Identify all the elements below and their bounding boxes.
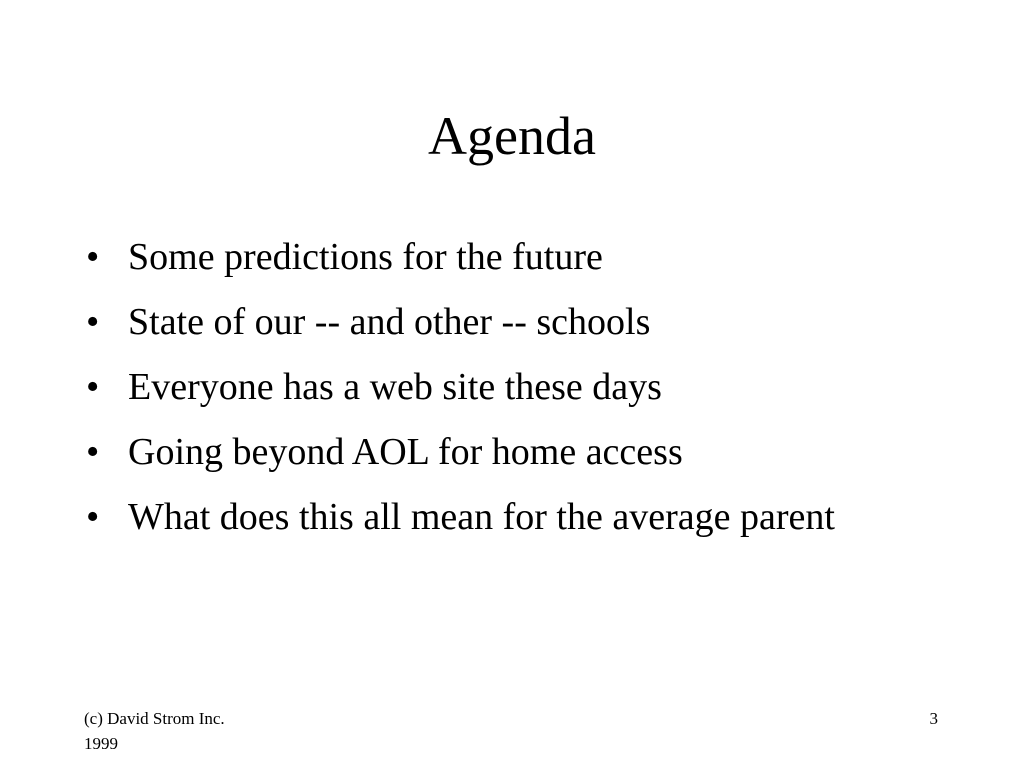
agenda-item-text: State of our -- and other -- schools (128, 301, 651, 343)
list-item (84, 298, 904, 346)
agenda-item-text: What does this all mean for the average parent (128, 496, 835, 538)
agenda-item-text: Some predictions for the future (128, 236, 603, 278)
bullet-icon: • (86, 431, 100, 473)
agenda-item-text: Going beyond AOL for home access (128, 431, 683, 473)
bullet-icon: • (86, 496, 100, 538)
agenda-list (84, 233, 904, 558)
bullet-icon: • (86, 366, 100, 408)
agenda-item-text: Everyone has a web site these days (128, 366, 662, 408)
copyright-line: (c) David Strom Inc. (84, 709, 225, 728)
bullet-icon: • (86, 236, 100, 278)
footer-copyright (84, 706, 284, 756)
list-item (84, 428, 904, 476)
slide-title: Agenda (428, 106, 596, 166)
page-number: 3 (929, 709, 938, 728)
copyright-year: 1999 (84, 734, 118, 753)
bullet-icon: • (86, 301, 100, 343)
list-item (84, 363, 904, 411)
list-item (84, 233, 904, 281)
list-item (84, 493, 904, 541)
